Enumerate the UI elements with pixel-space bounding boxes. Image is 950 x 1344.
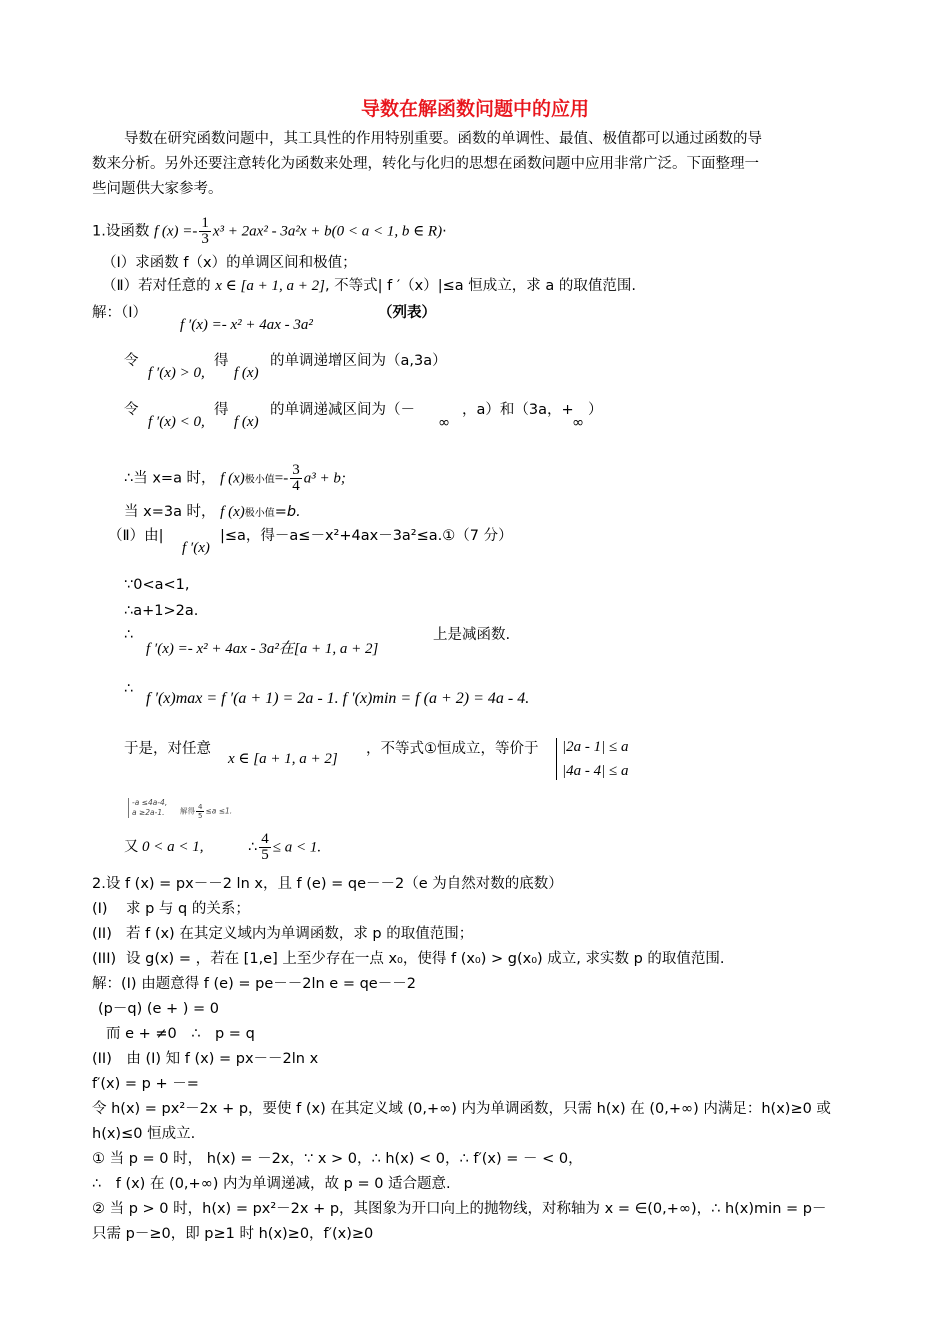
decreasing-word: 上是减函数. <box>433 627 511 643</box>
infinity-1: ∞ <box>438 415 451 431</box>
decrease-interval-text-a: 的单调递减区间为（－ <box>270 402 415 418</box>
result-range: ≤ a < 1. <box>272 839 322 856</box>
frac-num: 3 <box>292 462 300 478</box>
frac-num: 4 <box>261 831 269 847</box>
fraction-three-quarters <box>290 463 302 494</box>
min-rest: a³ + b; <box>303 470 346 487</box>
p2-solution-7: h(x)≤0 恒成立. <box>92 1126 196 1142</box>
p2-solution-6: 令 h(x) = px²－2x + p，要使 f (x) 在其定义域 (0,+∞) 内为单调函数，只需 h(x) 在 (0,+∞) 内满足：h(x)≥0 或 <box>92 1101 831 1117</box>
part-2-derivative: f ′(x) <box>182 540 210 556</box>
question-1-part-2 <box>102 277 636 295</box>
table-note: （列表） <box>378 305 436 321</box>
solution-label: 解：（Ⅰ） <box>92 305 148 321</box>
frac-num: 1 <box>201 215 209 231</box>
frac-den: 5 <box>261 847 269 863</box>
q2-text-a: （Ⅱ）若对任意的 <box>102 278 211 294</box>
ling-1: 令 <box>124 353 139 369</box>
tiny-eq-2: a ≥2a-1. <box>132 808 165 817</box>
p2-q3-text: 设 g(x) = ，若在 [1,e] 上至少存在一点 x₀，使得 f (x₀) > g(x₀) 成立, 求实数 p 的取值范围. <box>126 951 725 967</box>
min-eq: =- <box>274 470 289 487</box>
therefore-2: ∴ <box>124 681 134 697</box>
max-rest: =b. <box>274 504 301 520</box>
min-text: ∴当 x=a 时， <box>124 470 216 487</box>
frac-num: 4 <box>198 803 203 811</box>
decrease-condition: f ′(x) < 0, <box>148 414 205 430</box>
p2-q2-text: 若 f (x) 在其定义域内为单调函数，求 p 的取值范围； <box>126 926 474 942</box>
decreasing-function: f ′(x) =- x² + 4ax - 3a²在[a + 1, a + 2] <box>146 641 379 657</box>
yushi-equivalent: ，不等式①恒成立，等价于 <box>366 741 539 757</box>
increase-condition: f ′(x) > 0, <box>148 365 205 381</box>
system-brace <box>556 738 557 780</box>
p2-q1-text: 求 p 与 q 的关系； <box>126 901 250 917</box>
also-condition: 0 < a < 1, <box>142 839 204 855</box>
system-eq-2: |4a - 4| ≤ a <box>562 763 629 779</box>
fx-1: f (x) <box>234 365 259 381</box>
minimum-line <box>124 463 346 494</box>
yushi-interval: x ∈ [a + 1, a + 2] <box>228 751 338 767</box>
p2-solution-5: f′(x) = p + －= <box>92 1076 199 1092</box>
intro-line-2: 数来分析。另外还要注意转化为函数来处理，转化与化归的思想在函数问题中应用非常广泛。下面整理一 <box>92 156 759 172</box>
tiny-solved-word: 解得 <box>180 806 195 816</box>
fraction-four-fifths <box>259 832 271 863</box>
function-lhs: f (x) =- <box>153 223 198 240</box>
p2-q3-num: (III) <box>92 951 117 967</box>
tiny-tail: ≤a ≤1. <box>205 806 233 816</box>
tiny-solved <box>180 803 232 820</box>
ling-2: 令 <box>124 402 139 418</box>
p2-q2-num: (II) <box>92 926 112 942</box>
maximum-line <box>124 503 301 523</box>
fx-2: f (x) <box>234 414 259 430</box>
derivative-formula: f ′(x) =- x² + 4ax - 3a² <box>180 317 313 333</box>
result-therefore: ∴ <box>248 839 258 856</box>
infinity-2: ∞ <box>572 415 585 431</box>
function-rhs: x³ + 2ax² - 3a²x + b(0 < a < 1, b ∈ R) <box>212 223 443 240</box>
p2-solution-8: ① 当 p = 0 时， h(x) = －2x，∵ x > 0，∴ h(x) < 0，∴ f′(x) = － < 0， <box>92 1151 583 1167</box>
p2-solution-2: (p－q) (e + ) = 0 <box>98 1001 220 1017</box>
max-min-values: f ′(x)max = f ′(a + 1) = 2a - 1. f ′(x)min = f (a + 2) = 4a - 4. <box>146 690 530 707</box>
max-text: 当 x=3a 时， <box>124 504 216 520</box>
final-result <box>248 832 321 863</box>
also-word: 又 <box>124 839 139 855</box>
intro-line-1: 导数在研究函数问题中，其工具性的作用特别重要。函数的单调性、最值、极值都可以通过函数的导 <box>124 131 762 147</box>
q2-interval: x ∈ [a + 1, a + 2] <box>215 278 325 294</box>
frac-den: 3 <box>201 231 209 247</box>
p2-solution-10: ② 当 p > 0 时，h(x) = px²－2x + p，其图象为开口向上的抛物线，对称轴为 x = ∈(0,+∞)，∴ h(x)min = p－ <box>92 1201 827 1217</box>
tiny-brace <box>128 798 129 818</box>
condition-2: ∴a+1>2a. <box>124 603 199 619</box>
part-2-start: （Ⅱ）由| <box>108 528 164 544</box>
therefore-1: ∴ <box>124 627 134 643</box>
tiny-fraction <box>196 803 204 820</box>
fraction-one-third <box>199 216 211 247</box>
max-subscript: 极小值 <box>244 508 275 519</box>
p2-solution-11: 只需 p－≥0，即 p≥1 时 h(x)≥0，f′(x)≥0 <box>92 1226 374 1242</box>
doc-title: 导数在解函数问题中的应用 <box>360 98 589 120</box>
de-2: 得 <box>214 402 229 418</box>
de-1: 得 <box>214 353 229 369</box>
decrease-interval-text-c: ） <box>588 402 603 418</box>
function-tail: · <box>442 223 447 240</box>
p2-solution-4: (II) 由 (I) 知 f (x) = px－－2ln x <box>92 1051 319 1067</box>
problem-1-label: 1.设函数 <box>92 223 150 240</box>
tiny-eq-1: -a ≤4a-4, <box>132 798 168 807</box>
question-1-part-1: （Ⅰ）求函数 f（x）的单调区间和极值； <box>102 255 357 271</box>
decrease-interval-text-b: ，a）和（3a，+ <box>462 402 574 418</box>
p2-solution-1: 解：(I) 由题意得 f (e) = pe－－2ln e = qe－－2 <box>92 976 416 992</box>
q2-text-b: , 不等式| f ′（x）|≤a 恒成立，求 a 的取值范围. <box>324 278 636 294</box>
part-2-inequality: |≤a，得－a≤－x²+4ax－3a²≤a.①（7 分） <box>220 528 513 544</box>
max-fx: f (x) <box>220 504 245 520</box>
increase-interval-text: 的单调递增区间为（a,3a） <box>270 353 447 369</box>
min-subscript: 极小值 <box>244 474 275 486</box>
problem-2-stem: 2.设 f (x) = px－－2 ln x，且 f (e) = qe－－2（e 为自然对数的底数） <box>92 876 563 892</box>
system-eq-1: |2a - 1| ≤ a <box>562 739 629 755</box>
p2-solution-9: ∴ f (x) 在 (0,+∞) 内为单调递减，故 p = 0 适合题意. <box>92 1176 451 1192</box>
condition-1: ∵0<a<1, <box>124 577 190 593</box>
p2-solution-3: 而 e + ≠0 ∴ p = q <box>106 1026 255 1042</box>
yushi-text: 于是，对任意 <box>124 741 211 757</box>
frac-den: 5 <box>198 812 203 820</box>
min-fx: f (x) <box>220 470 245 487</box>
p2-q1-num: (I) <box>92 901 108 917</box>
intro-line-3: 些问题供大家参考。 <box>92 181 223 197</box>
problem-1-stem <box>92 216 447 247</box>
frac-den: 4 <box>292 478 300 494</box>
